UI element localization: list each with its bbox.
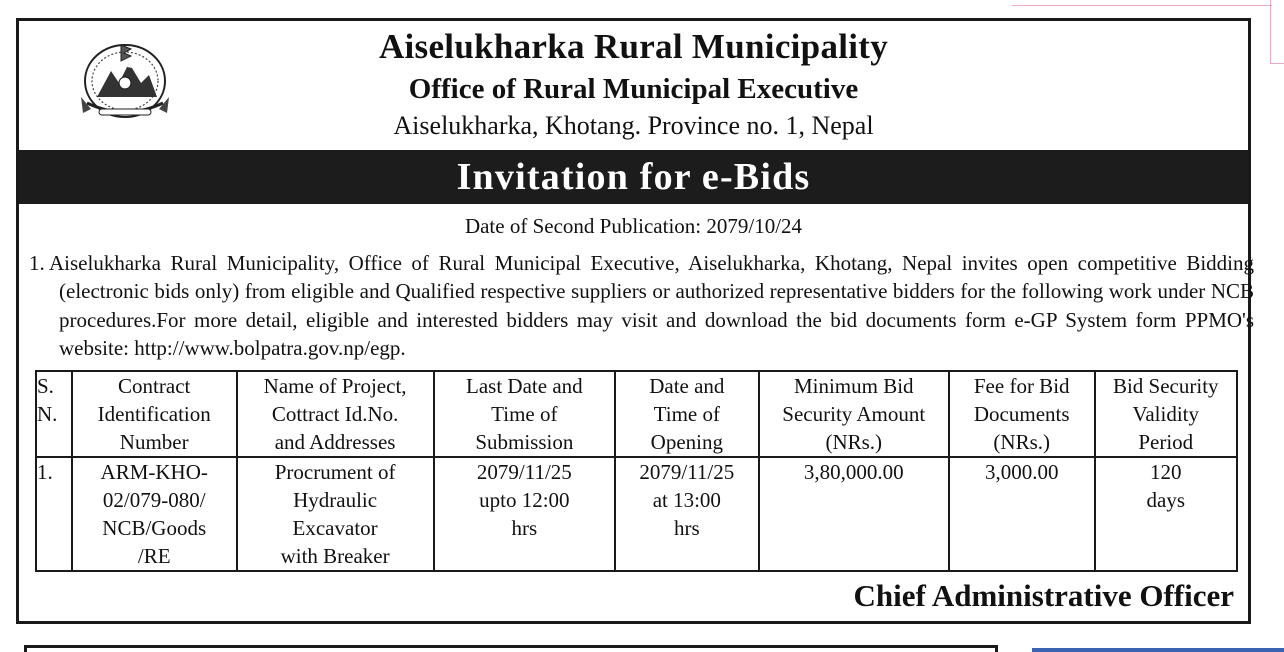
table-header-row	[36, 371, 1237, 457]
column-header-validity: Bid Security Validity Period	[1095, 371, 1237, 457]
column-header-bid-security: Minimum Bid Security Amount (NRs.)	[759, 371, 949, 457]
paragraph-number: 1.	[29, 251, 45, 275]
signatory-title: Chief Administrative Officer	[853, 578, 1234, 613]
column-header-contract-id: Contract Identification Number	[72, 371, 237, 457]
adjacent-notice-border	[24, 645, 998, 652]
column-header-fee: Fee for Bid Documents (NRs.)	[949, 371, 1095, 457]
cell-submission: 2079/11/25 upto 12:00 hrs	[434, 457, 615, 571]
column-header-submission: Last Date and Time of Submission	[434, 371, 615, 457]
decorative-border	[1270, 0, 1271, 64]
cell-validity: 120 days	[1095, 457, 1237, 571]
adjacent-ad-strip	[1032, 648, 1284, 652]
column-header-opening: Date and Time of Opening	[615, 371, 759, 457]
office-name: Office of Rural Municipal Executive	[408, 73, 859, 105]
cell-opening: 2079/11/25 at 13:00 hrs	[615, 457, 759, 571]
cell-contract-id: ARM-KHO- 02/079-080/ NCB/Goods /RE	[72, 457, 237, 571]
notice-paragraph	[29, 249, 1254, 362]
table-row	[36, 457, 1237, 571]
decorative-border	[1012, 0, 1272, 6]
column-header-sn: S. N.	[36, 371, 72, 457]
cell-bid-security: 3,80,000.00	[759, 457, 949, 571]
notice-title-banner: Invitation for e-Bids	[19, 150, 1248, 204]
bid-table	[35, 370, 1238, 572]
publication-date: Date of Second Publication: 2079/10/24	[464, 214, 803, 238]
cell-fee: 3,000.00	[949, 457, 1095, 571]
municipality-name: Aiselukharka Rural Municipality	[378, 27, 889, 66]
column-header-project-name: Name of Project, Cottract Id.No. and Addresses	[237, 371, 434, 457]
decorative-border	[1270, 63, 1284, 64]
cell-project-name: Procrument of Hydraulic Excavator with Breaker	[237, 457, 434, 571]
office-address: Aiselukharka, Khotang. Province no. 1, Nepal	[393, 111, 874, 140]
paragraph-text: Aiselukharka Rural Municipality, Office of Rural Municipal Executive, Aiselukharka, Khotang, Nepal invites open competitive Bidding (electronic bids only) from eligible and Qualified respective suppliers or authorized representative bidders for the following work under NCB procedures.For more detail, eligible and interested bidders may visit and download the bid documents form e-GP System form PPMO's website: http://www.bolpatra.gov.np/egp.	[49, 251, 1254, 360]
cell-sn: 1.	[36, 457, 72, 571]
bid-notice	[16, 18, 1254, 624]
